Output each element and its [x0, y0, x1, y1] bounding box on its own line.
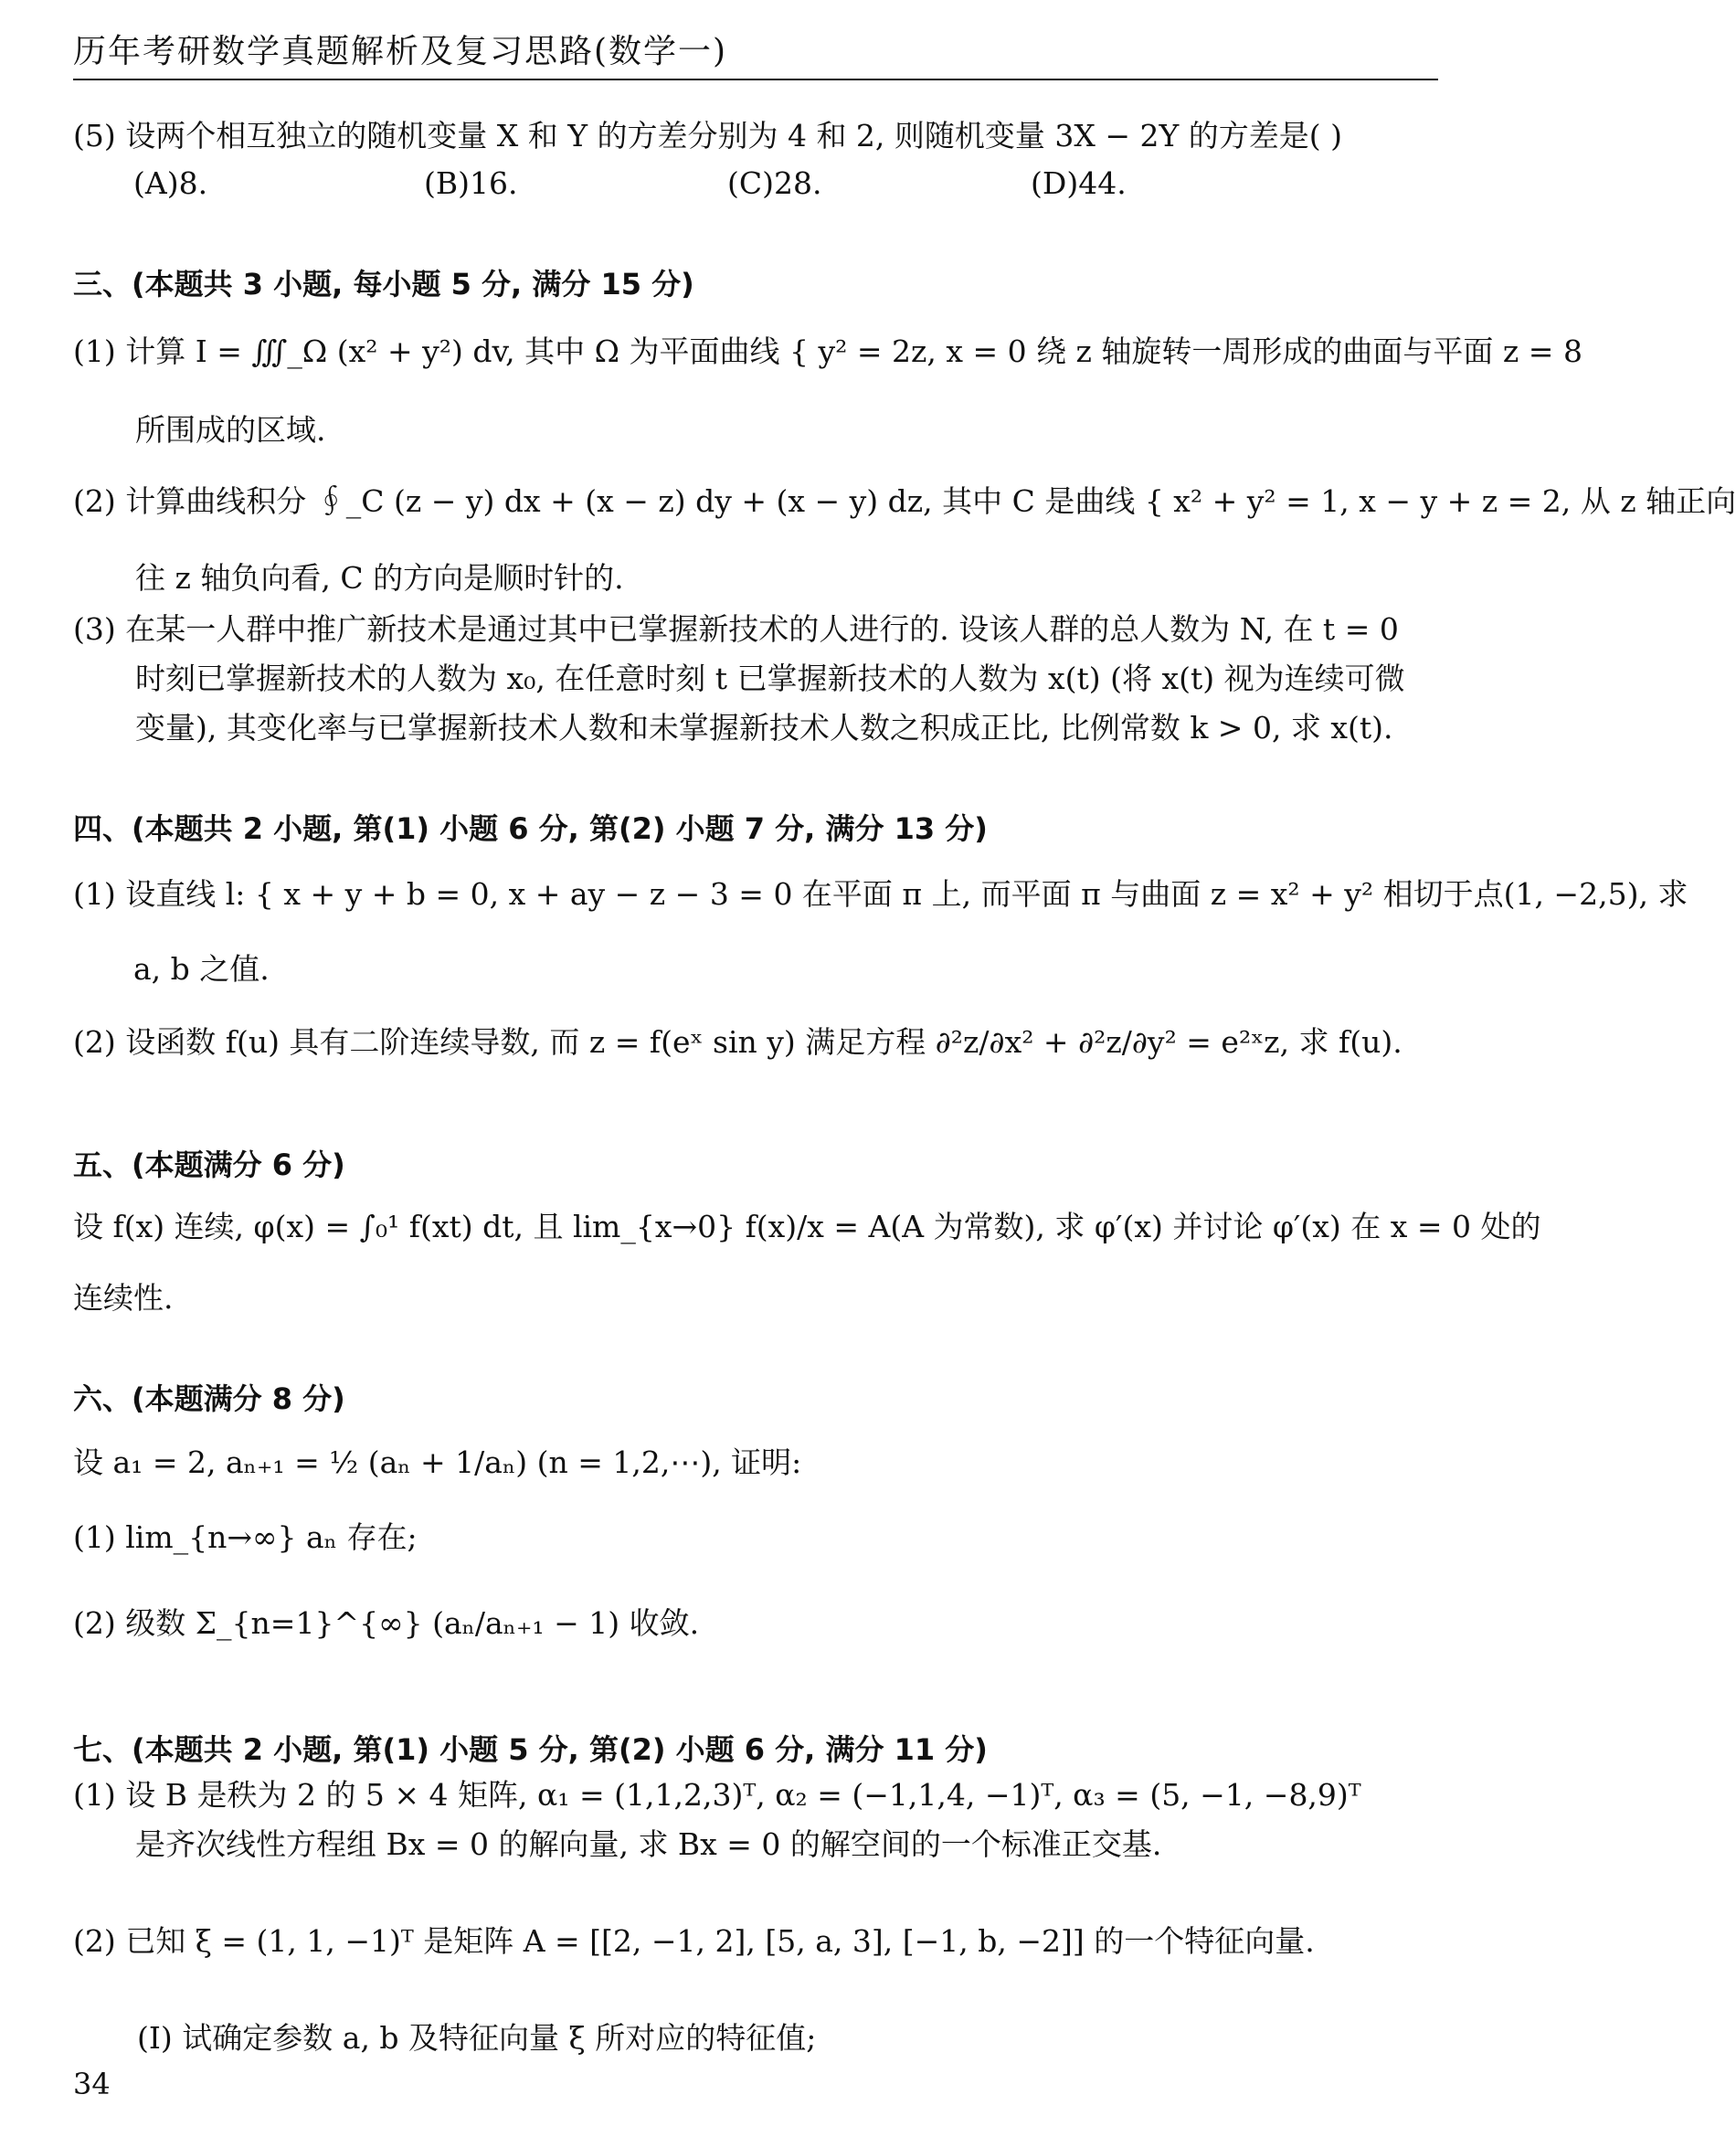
s3-q3-line3: 变量), 其变化率与已掌握新技术人数和未掌握新技术人数之积成正比, 比例常数 k > 0, 求 x(t). [135, 710, 1393, 746]
s5-line1: 设 f(x) 连续, φ(x) = ∫₀¹ f(xt) dt, 且 lim_{x→0} f(x)/x = A(A 为常数), 求 φ′(x) 并讨论 φ′(x) 在 x = 0 处的 [73, 1209, 1541, 1244]
s7-q1-line2: 是齐次线性方程组 Bx = 0 的解向量, 求 Bx = 0 的解空间的一个标准正交基. [135, 1826, 1162, 1862]
s5-line2: 连续性. [73, 1280, 174, 1316]
s3-q2-line2: 往 z 轴负向看, C 的方向是顺时针的. [135, 560, 624, 596]
section-6-heading: 六、(本题满分 8 分) [73, 1381, 345, 1416]
section-5-heading: 五、(本题满分 6 分) [73, 1148, 345, 1182]
s6-q1: (1) lim_{n→∞} aₙ 存在; [73, 1519, 418, 1555]
s3-q3-line2: 时刻已掌握新技术的人数为 x₀, 在任意时刻 t 已掌握新技术的人数为 x(t) (将 x(t) 视为连续可微 [135, 661, 1405, 696]
s7-q1-line1: (1) 设 B 是秩为 2 的 5 × 4 矩阵, α₁ = (1,1,2,3)ᵀ, α₂ = (−1,1,4, −1)ᵀ, α₃ = (5, −1, −8,9)ᵀ [73, 1777, 1361, 1813]
s7-q2-part1: (Ⅰ) 试确定参数 a, b 及特征向量 ξ 所对应的特征值; [137, 2020, 817, 2056]
q5-option-d: (D)44. [1031, 165, 1127, 201]
section-4-heading: 四、(本题共 2 小题, 第(1) 小题 6 分, 第(2) 小题 7 分, 满分 13 分) [73, 811, 988, 846]
s4-q1-line2: a, b 之值. [133, 951, 270, 987]
page-number: 34 [73, 2067, 111, 2101]
s6-q2: (2) 级数 Σ_{n=1}^{∞} (aₙ/aₙ₊₁ − 1) 收敛. [73, 1605, 700, 1641]
page-header-title: 历年考研数学真题解析及复习思路(数学一) [73, 33, 728, 70]
s3-q1-line1: (1) 计算 I = ∭_Ω (x² + y²) dv, 其中 Ω 为平面曲线 { y² = 2z, x = 0 绕 z 轴旋转一周形成的曲面与平面 z = 8 [73, 333, 1583, 369]
s4-q2: (2) 设函数 f(u) 具有二阶连续导数, 而 z = f(eˣ sin y) 满足方程 ∂²z/∂x² + ∂²z/∂y² = e²ˣz, 求 f(u). [73, 1024, 1403, 1060]
s3-q3-line1: (3) 在某一人群中推广新技术是通过其中已掌握新技术的人进行的. 设该人群的总人数为 N, 在 t = 0 [73, 611, 1399, 647]
header-rule [73, 79, 1438, 80]
s3-q1-line2: 所围成的区域. [135, 412, 326, 448]
q5-option-a: (A)8. [133, 165, 208, 201]
q5-stem: (5) 设两个相互独立的随机变量 X 和 Y 的方差分别为 4 和 2, 则随机变量 3X − 2Y 的方差是( ) [73, 118, 1343, 153]
section-7-heading: 七、(本题共 2 小题, 第(1) 小题 5 分, 第(2) 小题 6 分, 满分 11 分) [73, 1732, 988, 1767]
s3-q2-line1: (2) 计算曲线积分 ∮_C (z − y) dx + (x − z) dy + (x − y) dz, 其中 C 是曲线 { x² + y² = 1, x − y + z = 2, 从 z 轴正向 [73, 483, 1736, 519]
section-3-heading: 三、(本题共 3 小题, 每小题 5 分, 满分 15 分) [73, 267, 694, 302]
s4-q1-line1: (1) 设直线 l: { x + y + b = 0, x + ay − z − 3 = 0 在平面 π 上, 而平面 π 与曲面 z = x² + y² 相切于点(1, −2,5), 求 [73, 876, 1688, 912]
s7-q2: (2) 已知 ξ = (1, 1, −1)ᵀ 是矩阵 A = [[2, −1, 2], [5, a, 3], [−1, b, −2]] 的一个特征向量. [73, 1923, 1315, 1959]
q5-option-c: (C)28. [727, 165, 822, 201]
q5-option-b: (B)16. [424, 165, 518, 201]
s6-line1: 设 a₁ = 2, aₙ₊₁ = ½ (aₙ + 1/aₙ) (n = 1,2,⋯), 证明: [73, 1444, 802, 1480]
